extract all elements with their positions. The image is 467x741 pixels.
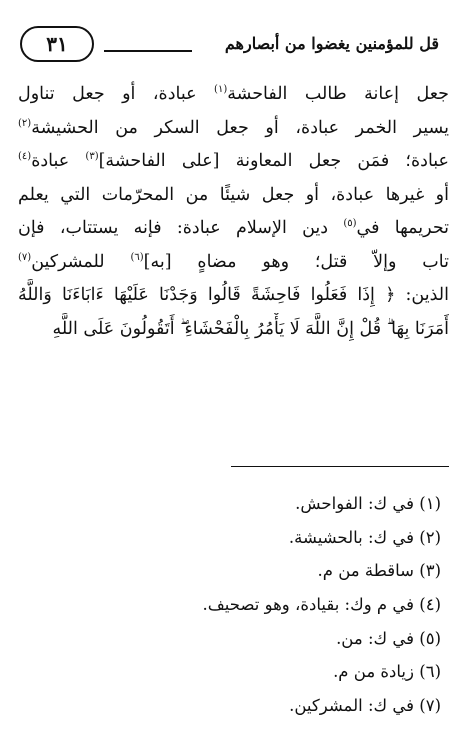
footnote-ref-4: (٤) <box>18 151 32 163</box>
footnote-5: (٥) في ك: من. <box>336 628 441 648</box>
text-line-2: يسير الخمر عبادة، أو جعل السكر من الحشيشة$^{(٢)}$ <box>18 117 449 138</box>
footnotes <box>20 487 441 723</box>
footnote-4: (٤) في م وك: بقيادة، وهو تصحيف. <box>202 595 441 615</box>
running-header-title: قل للمؤمنين يغضوا من أبصارهم <box>224 34 439 53</box>
running-header <box>20 26 447 66</box>
footnote-2: (٢) في ك: بالحشيشة. <box>288 527 441 547</box>
footnote-ref-6: (٦) <box>130 251 144 263</box>
text-line-3: عبادة؛ فمَن جعل المعاونة [على الفاحشة]$^{(٣)}$ عبادة$^{(٤)}$ <box>18 151 449 171</box>
footnote-ref-5: (٥) <box>343 218 357 230</box>
footnote-3: (٣) ساقطة من م. <box>317 561 441 581</box>
text-line-8: أَمَرَنَا بِهَا ۗ قُلْ إِنَّ اللَّهَ لَا يَأْمُرُ بِالْفَحْشَاءِ ۖ أَتَقُولُونَ عَلَى اللَّهِ <box>52 318 449 339</box>
footnote-6: (٦) زيادة من م. <box>333 662 441 682</box>
text-line-6: تاب وإلاّ قتل؛ وهو مضاهٍ [به]$^{(٦)}$ للمشركين$^{(٧)}$ <box>18 251 449 272</box>
text-line-1: جعل إعانة طالب الفاحشة$^{(١)}$ عبادة، أو جعل تناول <box>18 84 449 104</box>
footnote-7: (٧) في ك: المشركين. <box>289 696 441 716</box>
main-text <box>18 78 449 346</box>
footnote-ref-3: (٣) <box>85 151 99 163</box>
text-line-7: الذين: ﴿ إِذَا فَعَلُوا فَاحِشَةً قَالُوا وَجَدْنَا عَلَيْهَا ءَابَاءَنَا وَاللَّهُ <box>18 285 449 305</box>
footnote-ref-2: (٢) <box>18 117 32 129</box>
header-rule <box>104 50 192 52</box>
text-line-4: أو غيرها عبادة، أو جعل شيئًا من المحرّمات التي يعلم <box>18 184 449 205</box>
text-line-5: تحريمها في$^{(٥)}$ دين الإسلام عبادة: فإنه يستتاب، فإن <box>18 218 449 238</box>
footnote-ref-1: (١) <box>214 84 228 96</box>
page-number: ٣١ <box>20 26 94 62</box>
footnote-divider <box>231 466 449 467</box>
footnote-ref-7: (٧) <box>18 251 32 263</box>
footnote-1: (١) في ك: الفواحش. <box>295 494 441 513</box>
